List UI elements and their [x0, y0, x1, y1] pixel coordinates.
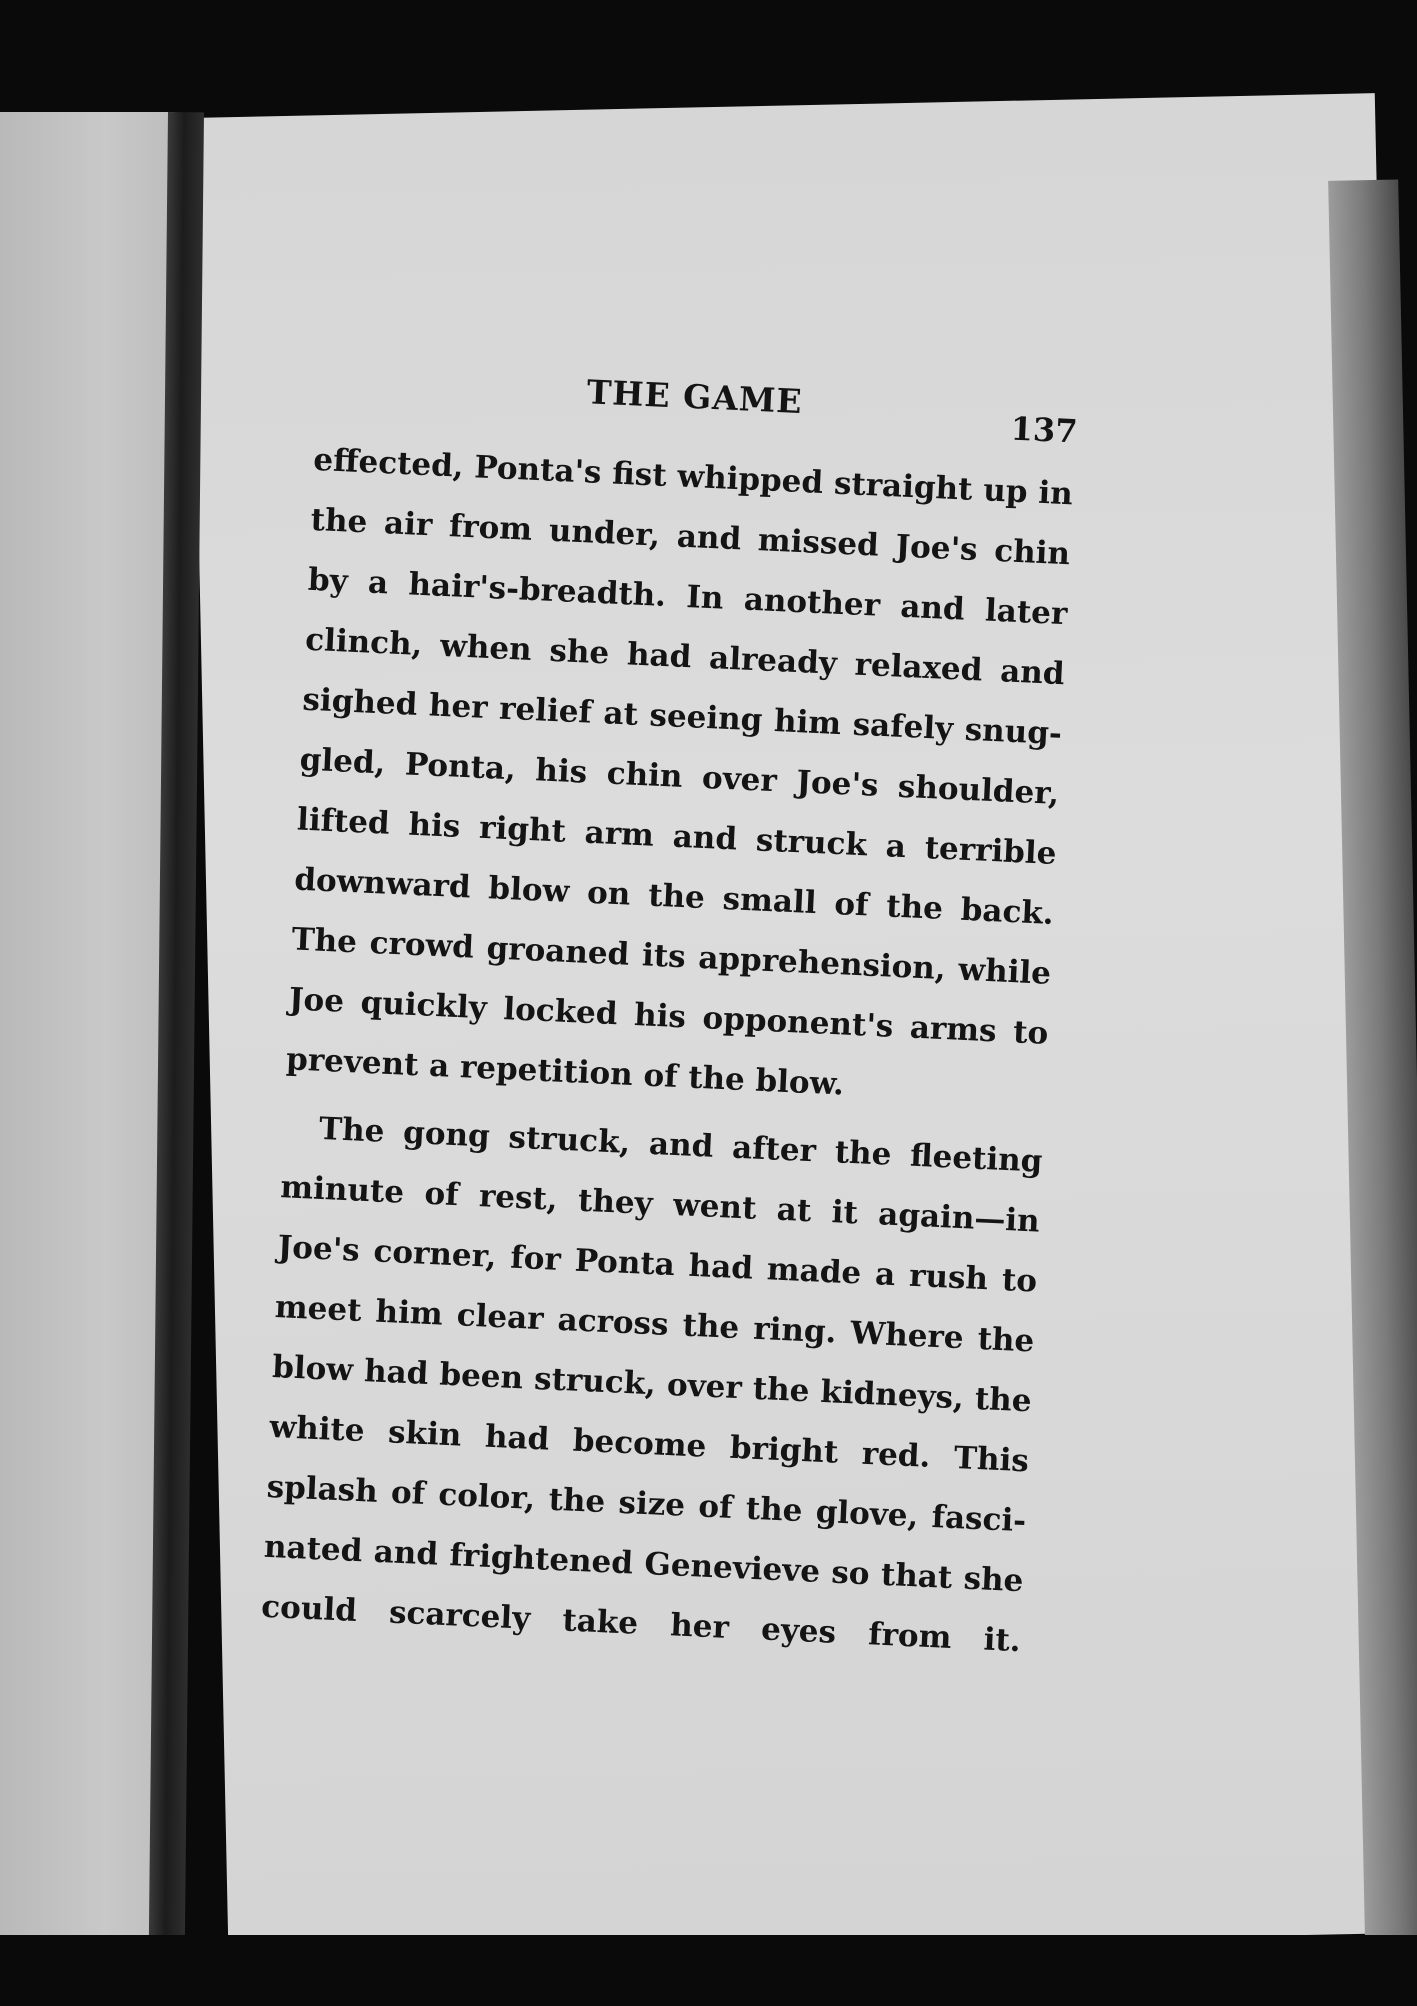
text-line: could scarcely take her eyes from it. [260, 1588, 1022, 1660]
text-line: splash of color, the size of the glove, fasci- [266, 1468, 1027, 1540]
text-line: white skin had become bright red. This [268, 1408, 1030, 1480]
text-line: blow had been struck, over the kidneys, the [271, 1348, 1033, 1420]
paragraph-2 [260, 1097, 1044, 1671]
text-line: Joe quickly locked his opponent's arms to [288, 981, 1050, 1052]
text-line: sighed her relief at seeing him safely snug- [301, 681, 1063, 753]
text-line: minute of rest, they went at it again—in [279, 1169, 1041, 1240]
text-line: prevent a repetition of the blow. [285, 1041, 845, 1103]
text-line: nated and frightened Genevieve so that she [263, 1528, 1025, 1600]
text-line: lifted his right arm and struck a terrible [296, 801, 1058, 872]
page-number: 137 [1009, 409, 1079, 451]
facing-page [0, 112, 175, 1942]
text-line: meet him clear across the ring. Where the [274, 1289, 1036, 1360]
text-line: clinch, when she had already relaxed and [304, 621, 1066, 693]
text-line: Joe's corner, for Ponta had made a rush to [276, 1229, 1038, 1300]
text-line: effected, Ponta's fist whipped straight up in [312, 441, 1074, 513]
scan-background [0, 1935, 1417, 2006]
running-title: THE GAME [585, 372, 804, 421]
paragraph-1 [285, 430, 1074, 1124]
text-line: The gong struck, and after the fleeting [318, 1110, 1044, 1180]
text-line: The crowd groaned its apprehension, while [290, 921, 1052, 992]
text-line: downward blow on the small of the back. [293, 861, 1055, 932]
text-line: gled, Ponta, his chin over Joe's shoulder, [299, 741, 1060, 813]
text-line: the air from under, and missed Joe's chin [309, 501, 1071, 573]
text-line: by a hair's-breadth. In another and later [307, 561, 1069, 633]
page-text [260, 360, 1077, 1671]
